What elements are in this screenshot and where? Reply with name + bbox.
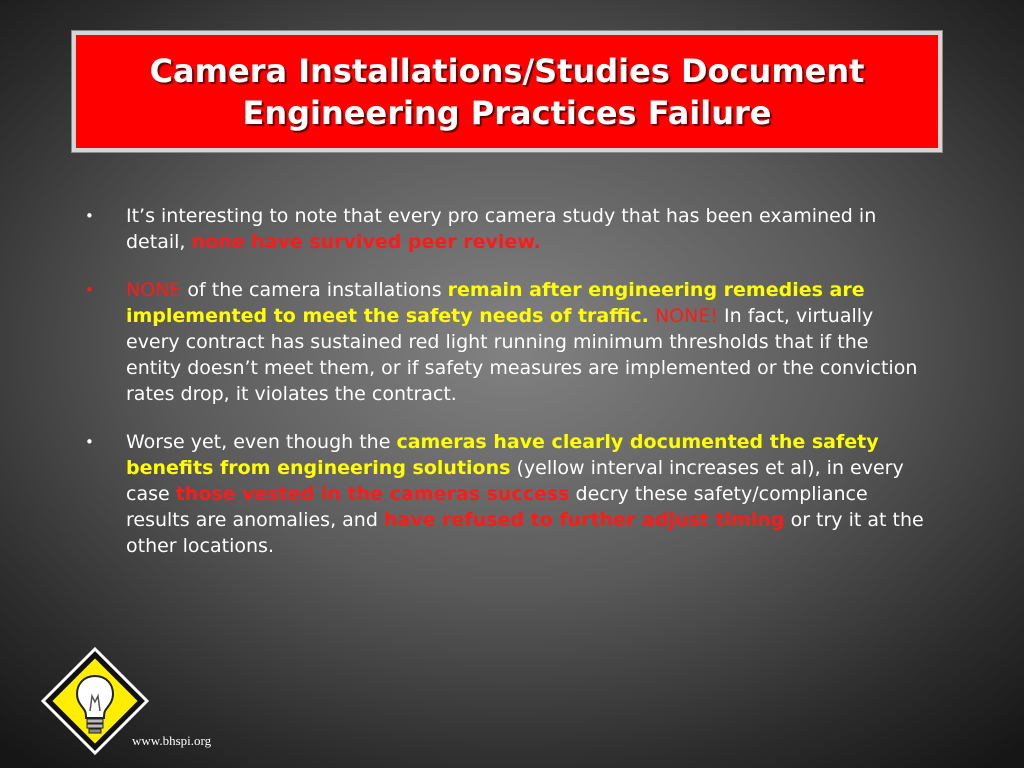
bullet-3-text-d: or try it at the other locations. (126, 509, 924, 557)
bullet-2-none-exclaim: NONE! (654, 305, 718, 327)
bullet-2-none: NONE (126, 279, 182, 301)
bullet-dot: • (85, 281, 94, 299)
bullet-dot: • (85, 433, 94, 451)
bullet-item-3 (82, 429, 927, 559)
slide-title (150, 50, 865, 134)
bullet-3-text-b: (yellow interval increases et al), in every case (126, 457, 904, 505)
bullet-2-highlight: remain after engineering remedies are implemented to meet the safety needs of traffic. (126, 279, 865, 327)
bullet-item-1 (82, 203, 927, 255)
bullet-list (82, 203, 927, 581)
bullet-item-2 (82, 277, 927, 407)
bullet-1-text: It’s interesting to note that every pro camera study that has been examined in detail, (126, 205, 877, 253)
bullet-1-highlight: none have survived peer review. (191, 231, 541, 253)
footer-url: www.bhspi.org (132, 733, 212, 748)
bullet-3-highlight-red-2: have refused to further adjust timing (383, 509, 785, 531)
bullet-3-highlight-yellow: cameras have clearly documented the safety benefits from engineering solutions (126, 431, 879, 479)
title-line-1: Camera Installations/Studies Document (149, 51, 865, 90)
bullet-dot: • (85, 207, 94, 225)
title-line-2: Engineering Practices Failure (242, 93, 772, 132)
title-banner (72, 31, 942, 152)
bullet-3-text-c: decry these safety/compliance results are anomalies, and (126, 483, 868, 531)
bullet-3-text-a: Worse yet, even though the (126, 431, 397, 453)
bullet-2-text-a: of the camera installations (181, 279, 448, 301)
bullet-2-text-b: In fact, virtually every contract has sustained red light running minimum thresholds that if the entity doesn’t meet them, or if safety measures are implemented or the conviction rates drop, it violates the contract. (126, 305, 918, 405)
bullet-3-highlight-red-1: those vested in the cameras success (175, 483, 570, 505)
